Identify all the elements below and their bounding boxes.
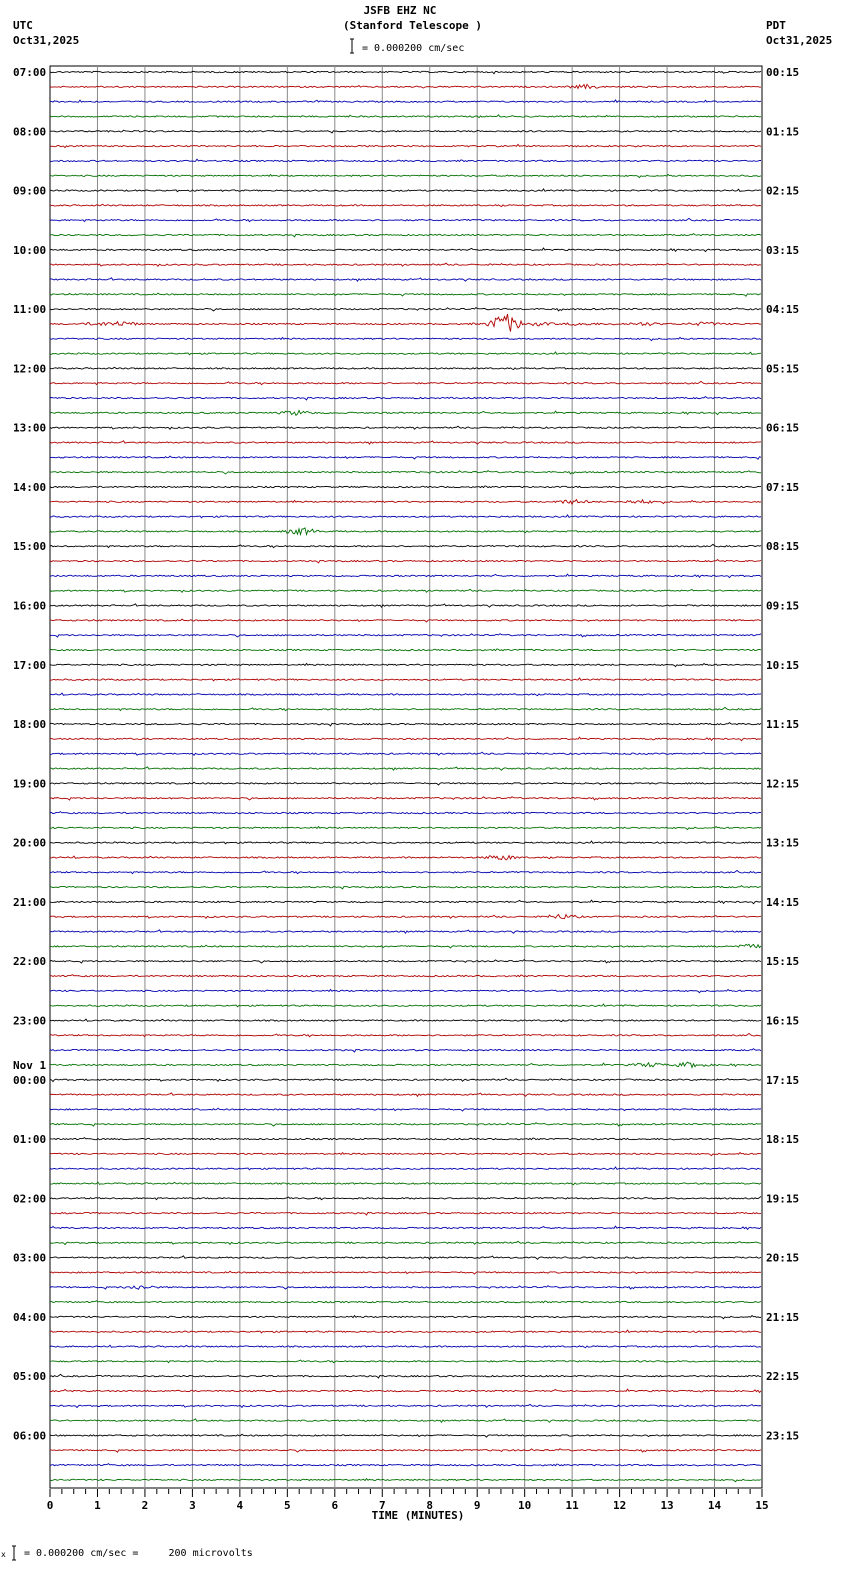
seismic-trace bbox=[50, 314, 761, 332]
pdt-hour-label: 01:15 bbox=[766, 125, 800, 139]
footer-scale-mark: x bbox=[1, 1550, 6, 1559]
seismic-trace bbox=[50, 1434, 761, 1437]
seismic-trace bbox=[50, 1093, 761, 1096]
seismic-trace bbox=[50, 1345, 761, 1348]
utc-hour-label: 05:00 bbox=[13, 1370, 47, 1384]
seismic-trace bbox=[50, 826, 761, 829]
seismic-trace bbox=[50, 812, 761, 814]
seismic-trace bbox=[50, 737, 761, 741]
seismic-trace bbox=[50, 471, 761, 474]
seismic-trace bbox=[50, 1167, 761, 1170]
utc-hour-label: 03:00 bbox=[13, 1251, 47, 1265]
seismic-trace bbox=[50, 930, 761, 933]
seismic-trace bbox=[50, 456, 761, 459]
seismic-trace bbox=[50, 293, 761, 296]
seismic-trace bbox=[50, 1419, 761, 1422]
seismic-trace bbox=[50, 752, 761, 755]
seismic-trace bbox=[50, 1330, 761, 1333]
utc-date-label: Oct31,2025 bbox=[13, 34, 80, 47]
seismic-trace bbox=[50, 663, 761, 666]
x-axis-title: TIME (MINUTES) bbox=[371, 1509, 465, 1522]
x-tick-label: 3 bbox=[189, 1499, 196, 1512]
utc-hour-label: 15:00 bbox=[13, 540, 47, 554]
pdt-hour-label: 04:15 bbox=[766, 303, 800, 317]
seismic-trace bbox=[50, 1153, 761, 1156]
pdt-hour-label: 08:15 bbox=[766, 540, 800, 554]
pdt-hour-label: 21:15 bbox=[766, 1310, 800, 1324]
seismic-trace bbox=[50, 71, 761, 73]
x-tick-label: 14 bbox=[707, 1499, 722, 1512]
seismic-trace bbox=[50, 174, 761, 177]
seismic-trace bbox=[50, 574, 761, 578]
seismic-trace bbox=[50, 248, 761, 252]
utc-hour-label: 22:00 bbox=[13, 955, 47, 969]
seismic-trace bbox=[50, 707, 761, 710]
seismic-trace bbox=[50, 560, 761, 563]
seismic-trace bbox=[50, 944, 761, 948]
seismic-trace bbox=[50, 960, 761, 963]
seismic-trace bbox=[50, 1108, 761, 1111]
utc-hour-label: 21:00 bbox=[13, 895, 47, 909]
pdt-hour-label: 10:15 bbox=[766, 658, 800, 672]
seismic-trace bbox=[50, 782, 761, 785]
x-tick-label: 5 bbox=[284, 1499, 291, 1512]
x-tick-label: 12 bbox=[612, 1499, 627, 1512]
site-subtitle: (Stanford Telescope ) bbox=[342, 19, 483, 32]
seismic-trace bbox=[50, 1241, 761, 1244]
seismic-trace bbox=[50, 649, 761, 651]
seismic-trace bbox=[50, 856, 761, 860]
seismic-trace bbox=[50, 723, 761, 726]
seismic-trace bbox=[50, 500, 761, 505]
seismic-trace bbox=[50, 604, 761, 607]
x-tick-label: 6 bbox=[331, 1499, 339, 1512]
utc-hour-label: 20:00 bbox=[13, 836, 47, 850]
pdt-hour-label: 06:15 bbox=[766, 421, 800, 435]
x-tick-label: 2 bbox=[141, 1499, 149, 1512]
footer-scale-text: = 0.000200 cm/sec = 200 microvolts bbox=[24, 1548, 253, 1559]
seismic-trace bbox=[50, 589, 761, 592]
utc-hour-label: 11:00 bbox=[13, 303, 47, 317]
seismic-trace bbox=[50, 337, 761, 340]
x-tick-label: 10 bbox=[518, 1499, 532, 1512]
pdt-hour-label: 05:15 bbox=[766, 362, 800, 376]
utc-hour-label: 19:00 bbox=[13, 777, 47, 791]
seismic-trace bbox=[50, 1033, 761, 1036]
seismic-trace bbox=[50, 278, 761, 281]
seismic-trace bbox=[50, 841, 761, 844]
seismic-trace bbox=[50, 1256, 761, 1259]
utc-hour-label: 09:00 bbox=[13, 184, 47, 198]
seismic-trace bbox=[50, 100, 761, 102]
seismic-trace bbox=[50, 886, 761, 889]
pdt-hour-label: 14:15 bbox=[766, 895, 800, 909]
pdt-hour-label: 00:15 bbox=[766, 66, 800, 79]
x-tick-label: 1 bbox=[94, 1499, 101, 1512]
seismic-trace bbox=[50, 1138, 761, 1140]
seismic-trace bbox=[50, 870, 761, 873]
pdt-hour-label: 23:15 bbox=[766, 1429, 800, 1443]
seismic-trace bbox=[50, 900, 761, 904]
utc-hour-label: 12:00 bbox=[13, 362, 47, 376]
seismic-trace bbox=[50, 797, 761, 800]
seismic-trace bbox=[50, 1301, 761, 1303]
pdt-hour-label: 09:15 bbox=[766, 599, 800, 613]
seismic-trace bbox=[50, 144, 761, 147]
pdt-hour-label: 07:15 bbox=[766, 480, 800, 494]
pdt-hour-label: 16:15 bbox=[766, 1014, 800, 1028]
pdt-hour-label: 02:15 bbox=[766, 184, 800, 198]
utc-hour-label: 17:00 bbox=[13, 658, 47, 672]
pdt-hour-label: 22:15 bbox=[766, 1370, 800, 1384]
utc-hour-label: 14:00 bbox=[13, 480, 47, 494]
x-tick-label: 11 bbox=[565, 1499, 579, 1512]
x-tick-label: 4 bbox=[236, 1499, 244, 1512]
x-tick-label: 0 bbox=[46, 1499, 54, 1512]
pdt-hour-label: 18:15 bbox=[766, 1133, 800, 1147]
pdt-date-label: Oct31,2025 bbox=[766, 34, 833, 47]
seismic-trace bbox=[50, 678, 761, 681]
seismic-trace bbox=[50, 204, 761, 206]
day-change-label: Nov 1 bbox=[13, 1058, 47, 1072]
seismic-trace bbox=[50, 1182, 761, 1185]
seismic-trace bbox=[50, 1123, 761, 1126]
utc-hour-label: 16:00 bbox=[13, 599, 47, 613]
seismic-trace bbox=[50, 1404, 761, 1407]
pdt-hour-label: 17:15 bbox=[766, 1073, 800, 1087]
seismic-trace bbox=[50, 84, 761, 88]
utc-hour-label: 07:00 bbox=[13, 66, 47, 79]
scale-legend-text: = 0.000200 cm/sec bbox=[362, 43, 465, 54]
seismic-trace bbox=[50, 159, 761, 162]
x-tick-label: 9 bbox=[473, 1499, 481, 1512]
seismic-trace bbox=[50, 426, 761, 429]
utc-hour-label: 00:00 bbox=[13, 1073, 47, 1087]
seismic-trace bbox=[50, 1464, 761, 1466]
utc-hour-label: 18:00 bbox=[13, 718, 47, 732]
seismic-trace bbox=[50, 619, 761, 622]
pdt-hour-label: 13:15 bbox=[766, 836, 800, 850]
seismic-trace bbox=[50, 115, 761, 118]
seismic-trace bbox=[50, 218, 761, 221]
seismic-trace bbox=[50, 528, 761, 535]
seismic-trace bbox=[50, 634, 761, 637]
seismic-trace bbox=[50, 1374, 761, 1378]
seismic-trace bbox=[50, 234, 761, 237]
utc-hour-label: 10:00 bbox=[13, 243, 47, 257]
pdt-hour-label: 11:15 bbox=[766, 718, 800, 732]
seismic-trace bbox=[50, 1004, 761, 1007]
pdt-hour-label: 03:15 bbox=[766, 243, 800, 257]
seismic-trace bbox=[50, 914, 761, 918]
utc-hour-label: 23:00 bbox=[13, 1014, 47, 1028]
pdt-zone-label: PDT bbox=[766, 19, 786, 32]
seismic-trace bbox=[50, 1062, 761, 1067]
seismic-trace bbox=[50, 1286, 761, 1290]
seismic-trace bbox=[50, 1479, 761, 1482]
pdt-hour-label: 19:15 bbox=[766, 1192, 800, 1206]
seismic-trace bbox=[50, 1196, 761, 1199]
utc-hour-label: 01:00 bbox=[13, 1133, 47, 1147]
seismic-trace bbox=[50, 1212, 761, 1215]
seismic-trace bbox=[50, 515, 761, 518]
station-title: JSFB EHZ NC bbox=[363, 4, 437, 17]
seismic-trace bbox=[50, 1316, 761, 1319]
utc-hour-label: 02:00 bbox=[13, 1192, 47, 1206]
seismic-trace bbox=[50, 1271, 761, 1274]
utc-zone-label: UTC bbox=[13, 19, 33, 32]
seismic-trace bbox=[50, 263, 761, 266]
seismic-trace bbox=[50, 441, 761, 444]
seismic-trace bbox=[50, 1360, 761, 1363]
seismic-trace bbox=[50, 367, 761, 369]
seismic-trace bbox=[50, 189, 761, 192]
seismic-trace bbox=[50, 1449, 761, 1452]
seismic-trace bbox=[50, 308, 761, 311]
seismic-trace bbox=[50, 130, 761, 133]
x-tick-label: 13 bbox=[660, 1499, 674, 1512]
seismic-trace bbox=[50, 1226, 761, 1229]
seismic-trace bbox=[50, 1049, 761, 1052]
seismic-trace bbox=[50, 1019, 761, 1022]
seismic-trace bbox=[50, 990, 761, 993]
seismic-trace bbox=[50, 486, 761, 488]
seismic-trace bbox=[50, 397, 761, 400]
seismic-trace bbox=[50, 1389, 761, 1392]
utc-hour-label: 08:00 bbox=[13, 125, 47, 139]
utc-hour-label: 06:00 bbox=[13, 1429, 47, 1443]
utc-hour-label: 04:00 bbox=[13, 1310, 47, 1324]
x-tick-label: 15 bbox=[755, 1499, 769, 1512]
seismic-trace bbox=[50, 693, 761, 696]
seismic-trace bbox=[50, 352, 761, 355]
pdt-hour-label: 15:15 bbox=[766, 955, 800, 969]
pdt-hour-label: 20:15 bbox=[766, 1251, 800, 1265]
seismic-trace bbox=[50, 767, 761, 770]
seismic-trace bbox=[50, 381, 761, 384]
utc-hour-label: 13:00 bbox=[13, 421, 47, 435]
seismic-trace bbox=[50, 544, 761, 547]
seismic-trace bbox=[50, 410, 761, 415]
seismic-trace bbox=[50, 1078, 761, 1081]
pdt-hour-label: 12:15 bbox=[766, 777, 800, 791]
x-tick-label: 8 bbox=[426, 1499, 434, 1512]
x-tick-label: 7 bbox=[378, 1499, 386, 1512]
seismic-trace bbox=[50, 975, 761, 977]
